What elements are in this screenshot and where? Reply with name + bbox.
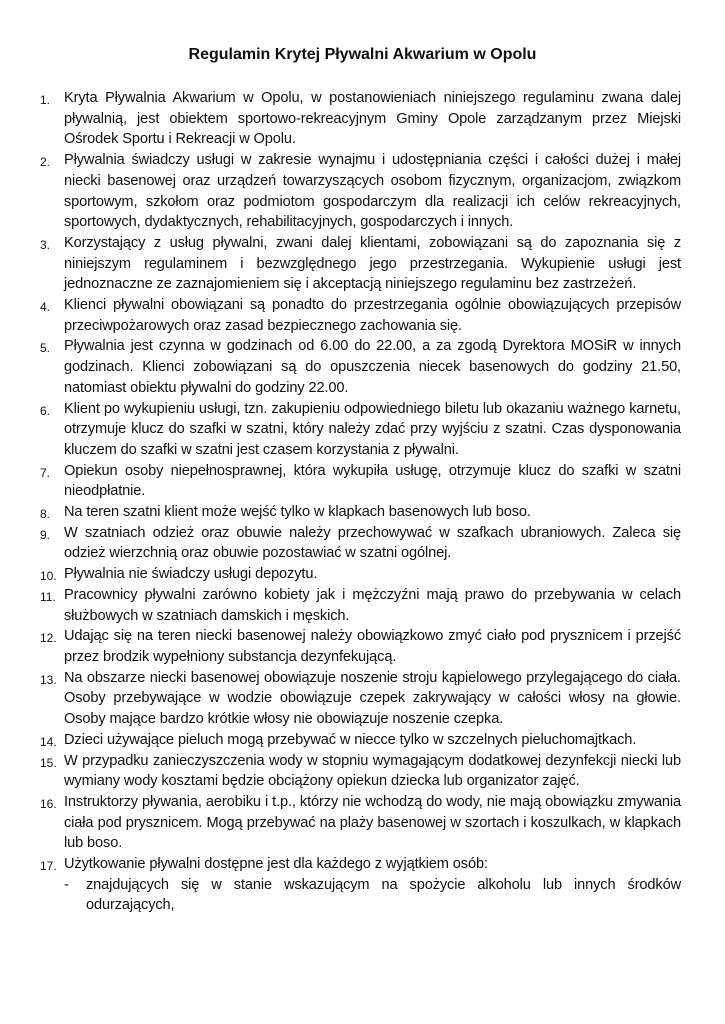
item-text: Pracownicy pływalni zarówno kobiety jak i mężczyźni mają prawo do przebywania w celach służbowych w szatniach damskich i męskich. (64, 586, 681, 624)
item-text: Instruktorzy pływania, aerobiku i t.p., którzy nie wchodzą do wody, nie mają obowiązku zmywania ciała pod prysznicem. Mogą przebywać na plaży basenowej w szortach i koszulkach, w klapkach lub boso. (64, 793, 681, 852)
item-number: 5. (40, 341, 51, 356)
item-number: 13. (40, 672, 57, 687)
list-item (0, 730, 725, 751)
sub-list-item (0, 875, 725, 916)
item-number: 1. (40, 93, 51, 107)
item-number: 11. (40, 589, 56, 604)
item-text: Klienci pływalni obowiązani są ponadto do przestrzegania ogólnie obowiązujących przepisów przeciwpożarowych oraz zasad bezpiecznego zachowania się. (64, 297, 681, 334)
item-number: 9. (40, 527, 51, 542)
item-text: W przypadku zanieczyszczenia wody w stopniu wymagającym dodatkowej dezynfekcji niecki lub wymiany wody kosztami będzie obciążony opiekun dziecka lub organizator zajęć. (64, 752, 681, 790)
item-text: Opiekun osoby niepełnosprawnej, która wykupiła usługę, otrzymuje klucz do szafki w szatni nieodpłatnie. (64, 462, 681, 500)
list-item (0, 295, 725, 336)
item-number: 17. (40, 859, 57, 874)
item-number: 16. (40, 796, 57, 811)
item-text: Na obszarze niecki basenowej obowiązuje noszenie stroju kąpielowego przylegającego do ciała. Osoby przebywające w wodzie obowiązuje czepek zakrywający w całości włosy na głowie. Osoby mające bardzo krótkie włosy nie obowiązuje noszenie czepka. (64, 669, 681, 728)
item-number: 2. (40, 155, 51, 170)
item-text: Pływalnia świadczy usługi w zakresie wynajmu i udostępniania części i całości dużej i małej niecki basenowej oraz urządzeń towarzyszących osobom fizycznym, organizacjom, związkom sportowym, szkołom oraz podmiotom gospodarczym dla realizacji ich celów rekreacyjnych, sportowych, dydaktycznych, rehabilitacyjnych, gospodarczych i innych. (64, 152, 681, 231)
list-item (0, 585, 725, 626)
regulation-list (0, 88, 725, 916)
list-item (0, 150, 725, 233)
list-item (0, 751, 725, 792)
list-item (0, 854, 725, 875)
item-number: 3. (40, 237, 51, 252)
list-item (0, 564, 725, 585)
item-text: Pływalnia jest czynna w godzinach od 6.00 do 22.00, a za zgodą Dyrektora MOSiR w innych godzinach. Klienci zobowiązani są do opuszczenia niecek basenowych do godziny 21.50, natomiast obiektu pływalni do godziny 22.00. (64, 338, 681, 396)
item-number: 15. (40, 755, 57, 770)
item-text: Dzieci używające pieluch mogą przebywać w niecce tylko w szczelnych pieluchomajtkach. (64, 731, 637, 748)
list-item (0, 233, 725, 295)
item-number: 10. (40, 569, 57, 584)
item-number: 6. (40, 403, 51, 418)
item-text: Klient po wykupieniu usługi, tzn. zakupieniu odpowiedniego biletu lub okazaniu ważnego karnetu, otrzymuje klucz do szafki w szatni, który należy zdać przy wyjściu z szatni. Czas dysponowania kluczem do szafki w szatni jest czasem korzystania z pływalni. (64, 400, 681, 458)
item-number: 14. (40, 734, 57, 749)
item-number: 12. (40, 631, 57, 646)
dash-bullet: - (64, 876, 69, 893)
list-item (0, 399, 725, 461)
item-text: W szatniach odzież oraz obuwie należy przechowywać w szafkach ubraniowych. Zaleca się odzież wierzchnią oraz obuwie pozostawiać w szatni ogólnej. (64, 524, 681, 562)
list-item (0, 792, 725, 854)
list-item (0, 502, 725, 523)
list-item (0, 523, 725, 564)
item-number: 8. (40, 507, 51, 522)
item-text: Użytkowanie pływalni dostępne jest dla każdego z wyjątkiem osób: (64, 856, 488, 873)
item-number: 4. (40, 300, 51, 315)
item-number: 7. (40, 465, 51, 480)
list-item (0, 88, 725, 150)
item-text: Udając się na teren niecki basenowej należy obowiązkowo zmyć ciało pod prysznicem i przejść przez brodzik wypełniony substancja dezynfekującą. (64, 628, 681, 665)
sub-item-text: znajdujących się w stanie wskazującym na spożycie alkoholu lub innych środków odurzających, (86, 876, 681, 914)
item-text: Kryta Pływalnia Akwarium w Opolu, w postanowieniach niniejszego regulaminu zwana dalej pływalnią, jest obiektem sportowo-rekreacyjnym Gminy Opole zarządzanym przez Miejski Ośrodek Sportu i Rekreacji w Opolu. (64, 90, 681, 148)
list-item (0, 668, 725, 730)
item-text: Na teren szatni klient może wejść tylko w klapkach basenowych lub boso. (64, 504, 531, 521)
list-item (0, 626, 725, 667)
page-title: Regulamin Krytej Pływalni Akwarium w Opolu (188, 46, 537, 63)
item-text: Korzystający z usług pływalni, zwani dalej klientami, zobowiązani są do zapoznania się z niniejszym regulaminem i bezwzględnego jego przestrzegania. Wykupienie usługi jest jednoznaczne ze zaznajomieniem się i akceptacją niniejszego regulaminu bez zastrzeżeń. (64, 234, 681, 293)
list-item (0, 461, 725, 502)
list-item (0, 336, 725, 398)
item-text: Pływalnia nie świadczy usługi depozytu. (64, 566, 318, 583)
